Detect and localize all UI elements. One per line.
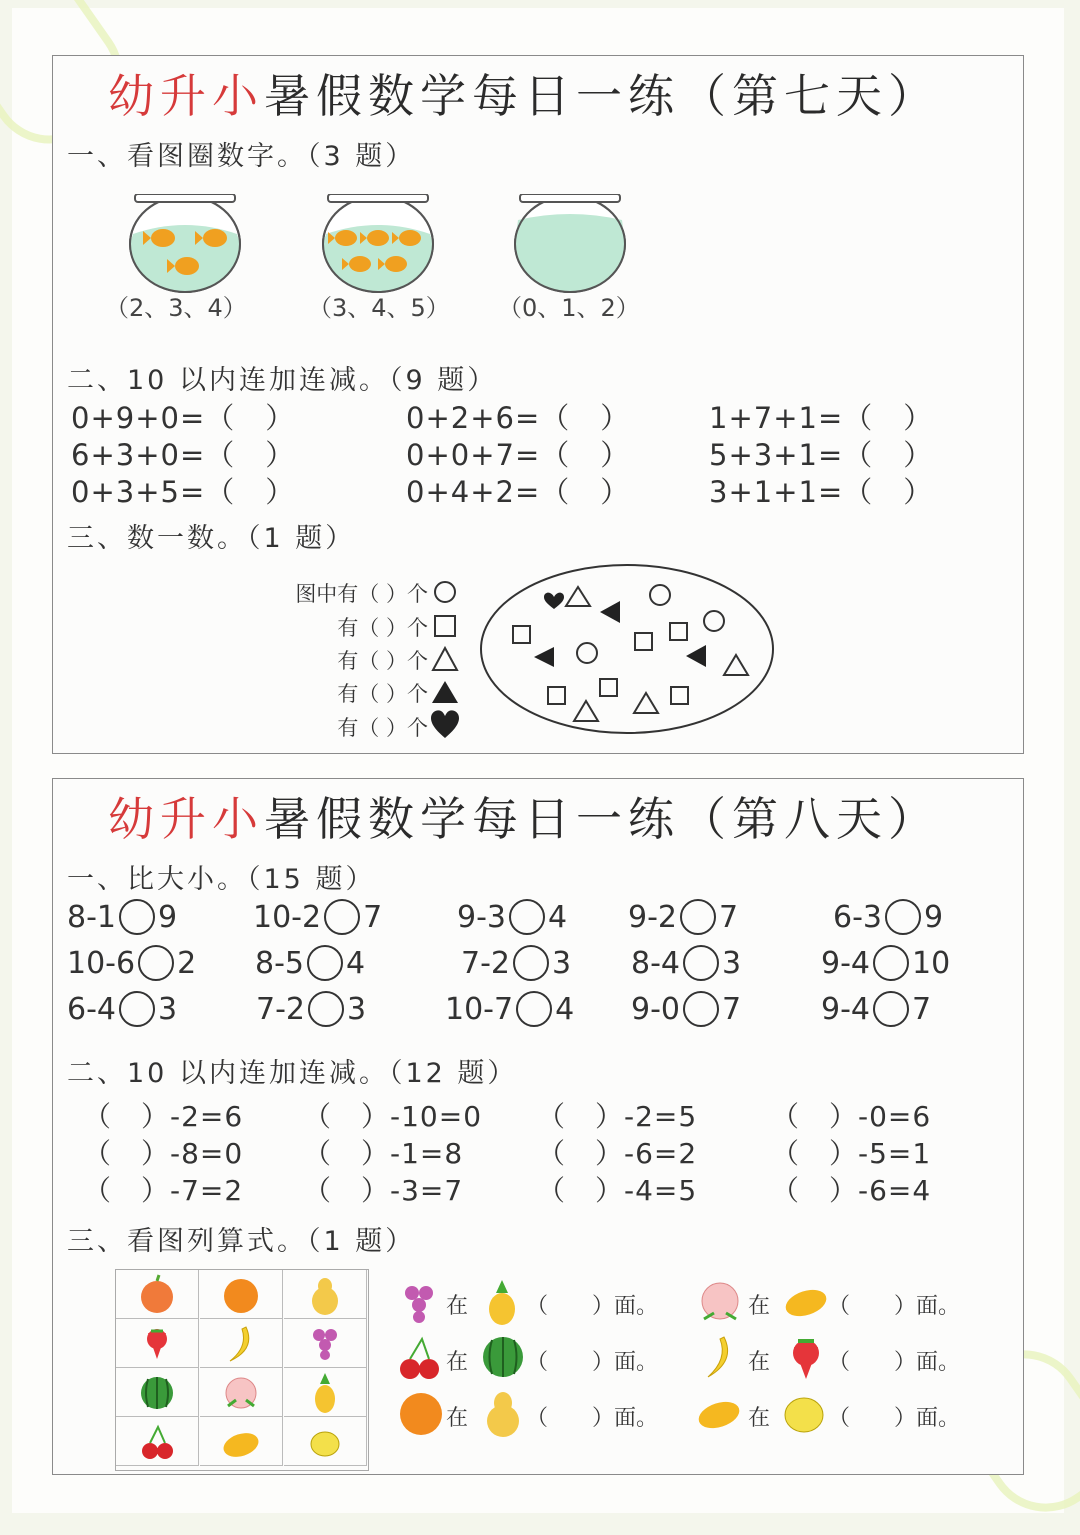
compare-circle[interactable] xyxy=(138,945,174,981)
compare-item[interactable]: 9-4 7 xyxy=(821,991,932,1027)
bowl1-options[interactable]: （2、3、4） xyxy=(105,294,247,322)
pineapple-icon xyxy=(284,1368,367,1417)
watermelon-icon xyxy=(480,1333,526,1381)
equation[interactable]: 6+3+0=（ ） xyxy=(71,438,296,472)
equation[interactable]: 5+3+1=（ ） xyxy=(709,438,934,472)
circle-icon xyxy=(577,643,597,663)
fish-bowl-1 xyxy=(130,194,240,292)
equation[interactable]: 0+0+7=（ ） xyxy=(406,438,631,472)
count-line-circle[interactable]: 图中有（ ）个 xyxy=(295,582,428,606)
triangle-outline-icon xyxy=(724,655,748,675)
fish-bowl-3 xyxy=(515,194,625,292)
day7-title: 幼升小暑假数学每日一练（第七天） xyxy=(108,69,940,123)
triangle-filled-icon xyxy=(600,601,620,623)
watermelon-icon xyxy=(116,1368,199,1417)
compare-circle[interactable] xyxy=(873,945,909,981)
answer-blank[interactable]: （ ）面。 xyxy=(828,1294,961,1319)
compare-circle[interactable] xyxy=(873,991,909,1027)
equation[interactable]: 0+4+2=（ ） xyxy=(406,475,631,509)
apple-icon xyxy=(116,1270,199,1319)
strawberry-icon xyxy=(116,1319,199,1368)
triangle-outline-icon xyxy=(566,587,590,606)
fill-blank[interactable]: （ ）-7=2 xyxy=(83,1174,244,1207)
banana-icon xyxy=(700,1333,740,1383)
day7-panel xyxy=(52,55,1024,754)
fill-blank[interactable]: （ ）-5=1 xyxy=(771,1137,932,1170)
equation[interactable]: 0+9+0=（ ） xyxy=(71,401,296,435)
pear-icon xyxy=(484,1387,522,1439)
compare-circle[interactable] xyxy=(680,899,716,935)
day7-section2-heading: 二、10 以内连加连减。（9 题） xyxy=(67,365,498,396)
circle-icon xyxy=(435,582,455,602)
triangle-outline-icon xyxy=(433,648,457,670)
compare-circle[interactable] xyxy=(324,899,360,935)
day8-section2-heading: 二、10 以内连加连减。（12 题） xyxy=(67,1058,518,1089)
compare-item[interactable]: 7-2 3 xyxy=(461,945,572,981)
compare-item[interactable]: 10-7 4 xyxy=(445,991,575,1027)
peach-icon xyxy=(698,1277,742,1327)
mango-icon xyxy=(200,1417,283,1466)
day8-section3-heading: 三、看图列算式。（1 题） xyxy=(67,1226,416,1257)
compare-circle[interactable] xyxy=(683,991,719,1027)
fill-blank[interactable]: （ ）-3=7 xyxy=(303,1174,464,1207)
cherry-icon xyxy=(398,1333,442,1383)
count-line-triangle[interactable]: 有（ ）个 xyxy=(337,649,428,673)
fish-bowl-2 xyxy=(323,194,433,292)
heart-icon xyxy=(431,710,459,738)
circle-icon xyxy=(650,585,670,605)
square-icon xyxy=(435,616,455,636)
mango-icon xyxy=(782,1281,830,1321)
strawberry-icon xyxy=(786,1331,826,1383)
compare-item[interactable]: 9-3 4 xyxy=(457,899,568,935)
banana-icon xyxy=(200,1319,283,1368)
compare-circle[interactable] xyxy=(885,899,921,935)
day8-section1-heading: 一、比大小。（15 题） xyxy=(67,864,376,895)
fruit-grid xyxy=(115,1269,369,1471)
equation[interactable]: 0+3+5=（ ） xyxy=(71,475,296,509)
answer-blank[interactable]: （ ）面。 xyxy=(526,1406,659,1431)
compare-circle[interactable] xyxy=(509,899,545,935)
compare-item[interactable]: 9-2 7 xyxy=(628,899,739,935)
triangle-outline-icon xyxy=(574,701,598,721)
compare-item[interactable]: 8-4 3 xyxy=(631,945,742,981)
square-icon xyxy=(548,687,565,704)
fruit-questions: 在 （ ）面。 在 （ ）面。 在 （ ）面。 在 （ ）面。 在 （ ）面。 在 （ ）面。 xyxy=(398,1277,998,1467)
compare-item[interactable]: 8-1 9 xyxy=(67,899,178,935)
compare-circle[interactable] xyxy=(119,991,155,1027)
compare-item[interactable]: 8-5 4 xyxy=(255,945,366,981)
count-legend-shapes xyxy=(429,578,463,748)
day7-section1-heading: 一、看图圈数字。（3 题） xyxy=(67,141,416,172)
fill-blank[interactable]: （ ）-8=0 xyxy=(83,1137,244,1170)
fill-blank[interactable]: （ ）-2=6 xyxy=(83,1100,244,1133)
day8-panel xyxy=(52,778,1024,1475)
square-icon xyxy=(671,687,688,704)
pear-icon xyxy=(284,1270,367,1319)
circle-icon xyxy=(704,611,724,631)
bowl3-options[interactable]: （0、1、2） xyxy=(498,294,640,322)
lemon-icon xyxy=(782,1387,826,1439)
compare-item[interactable]: 9-4 10 xyxy=(821,945,951,981)
shape-counting-oval xyxy=(478,561,778,741)
square-icon xyxy=(600,679,617,696)
bowl2-options[interactable]: （3、4、5） xyxy=(308,294,450,322)
cherry-icon xyxy=(116,1417,199,1466)
compare-circle[interactable] xyxy=(119,899,155,935)
equation[interactable]: 1+7+1=（ ） xyxy=(709,401,934,435)
mango-icon xyxy=(694,1393,744,1433)
compare-circle[interactable] xyxy=(308,991,344,1027)
fill-blank[interactable]: （ ）-4=5 xyxy=(537,1174,698,1207)
triangle-filled-icon xyxy=(432,681,458,703)
grape-icon xyxy=(284,1319,367,1368)
compare-circle[interactable] xyxy=(307,945,343,981)
orange-icon xyxy=(200,1270,283,1319)
square-icon xyxy=(635,633,652,650)
peach-icon xyxy=(200,1368,283,1417)
compare-item[interactable]: 10-6 2 xyxy=(67,945,197,981)
answer-blank[interactable]: （ ）面。 xyxy=(828,1350,961,1375)
equation[interactable]: 0+2+6=（ ） xyxy=(406,401,631,435)
lemon-icon xyxy=(284,1417,367,1466)
square-icon xyxy=(513,626,530,643)
answer-blank[interactable]: （ ）面。 xyxy=(828,1406,961,1431)
count-line-filled-triangle[interactable]: 有（ ）个 xyxy=(337,682,428,706)
compare-circle[interactable] xyxy=(516,991,552,1027)
orange-icon xyxy=(398,1389,444,1437)
day8-title: 幼升小暑假数学每日一练（第八天） xyxy=(108,792,940,846)
answer-blank[interactable]: （ ）面。 xyxy=(526,1350,659,1375)
compare-item[interactable]: 9-0 7 xyxy=(631,991,742,1027)
fish-bowls xyxy=(123,194,643,296)
fill-blank[interactable]: （ ）-6=2 xyxy=(537,1137,698,1170)
fill-blank[interactable]: （ ）-1=8 xyxy=(303,1137,464,1170)
fill-blank[interactable]: （ ）-10=0 xyxy=(303,1100,483,1133)
triangle-filled-icon xyxy=(534,647,554,667)
square-icon xyxy=(670,623,687,640)
compare-item[interactable]: 6-4 3 xyxy=(67,991,178,1027)
compare-item[interactable]: 10-2 7 xyxy=(253,899,383,935)
fill-blank[interactable]: （ ）-0=6 xyxy=(771,1100,932,1133)
count-line-heart[interactable]: 有（ ）个 xyxy=(337,716,428,740)
equation[interactable]: 3+1+1=（ ） xyxy=(709,475,934,509)
compare-item[interactable]: 6-3 9 xyxy=(833,899,944,935)
fill-blank[interactable]: （ ）-2=5 xyxy=(537,1100,698,1133)
fill-blank[interactable]: （ ）-6=4 xyxy=(771,1174,932,1207)
triangle-filled-icon xyxy=(686,645,706,667)
pineapple-icon xyxy=(482,1277,522,1327)
compare-item[interactable]: 7-2 3 xyxy=(256,991,367,1027)
count-line-square[interactable]: 有（ ）个 xyxy=(337,616,428,640)
answer-blank[interactable]: （ ）面。 xyxy=(526,1294,659,1319)
compare-circle[interactable] xyxy=(683,945,719,981)
compare-circle[interactable] xyxy=(513,945,549,981)
heart-icon xyxy=(544,593,564,609)
triangle-outline-icon xyxy=(634,693,658,713)
day7-section3-heading: 三、数一数。（1 题） xyxy=(67,523,356,554)
grape-icon xyxy=(398,1277,440,1325)
